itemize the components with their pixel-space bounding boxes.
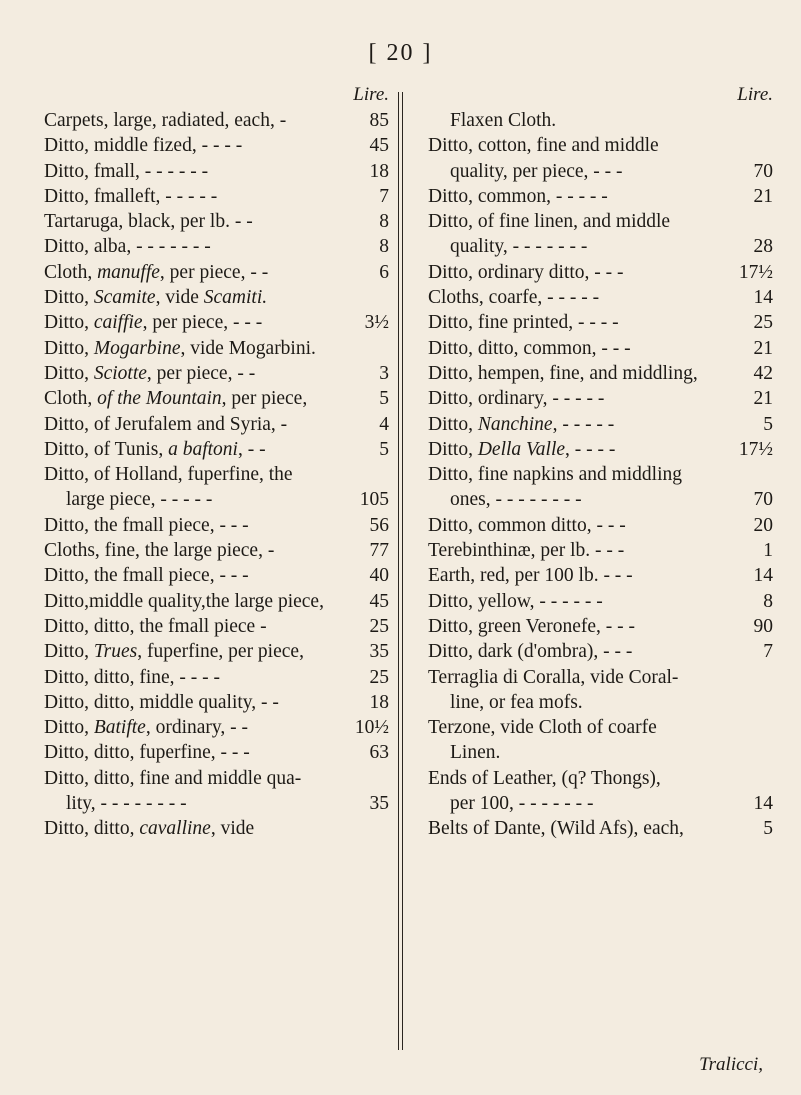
list-item	[44, 639, 389, 664]
item-price: 8	[379, 211, 389, 233]
list-item	[428, 791, 773, 816]
item-label: Ditto, ditto, fuperfine, - - -	[44, 742, 250, 764]
item-label-part: , per piece, - -	[159, 261, 269, 283]
item-label: Ditto, ordinary ditto, - - -	[428, 261, 624, 283]
item-price: 5	[379, 388, 389, 410]
list-item	[44, 260, 389, 285]
list-item	[44, 690, 389, 715]
item-price: 1	[763, 540, 773, 562]
column-divider	[398, 92, 403, 1050]
item-label: Ditto, middle fized, - - - -	[44, 135, 243, 157]
item-label-part: , per piece, - - -	[142, 312, 263, 334]
item-label: quality, per piece, - - -	[450, 160, 623, 182]
item-label-part: , ordinary, - -	[145, 717, 248, 739]
item-label-emphasis: Della Valle	[477, 438, 566, 460]
item-label-emphasis: Mogarbine	[93, 337, 181, 359]
item-label: Ditto, the fmall piece, - - -	[44, 565, 249, 587]
list-item	[428, 159, 773, 184]
list-item	[44, 715, 389, 740]
list-item	[44, 184, 389, 209]
item-price: 14	[753, 287, 773, 309]
item-price: 70	[753, 489, 773, 511]
item-label	[428, 437, 739, 462]
item-price: 45	[369, 590, 389, 612]
item-label: Cloths, coarfe, - - - - -	[428, 287, 600, 309]
item-price: 20	[753, 514, 773, 536]
item-label	[44, 386, 359, 411]
item-label-part: Ditto,	[428, 413, 478, 435]
item-label: Cloths, fine, the large piece, -	[44, 540, 275, 562]
list-item	[44, 816, 389, 841]
list-item	[428, 184, 773, 209]
item-label-part: , - - - - -	[552, 413, 615, 435]
left-entry-list	[44, 108, 389, 842]
list-item	[44, 437, 389, 462]
item-price: 5	[763, 818, 773, 840]
item-price: 14	[753, 793, 773, 815]
right-entry-list	[428, 108, 773, 842]
item-price: 105	[359, 489, 389, 511]
item-label: Ditto, cotton, fine and middle	[428, 135, 659, 157]
list-item	[428, 285, 773, 310]
item-label: Terzone, vide Cloth of coarfe	[428, 717, 657, 739]
item-label: Ditto, fmalleft, - - - - -	[44, 185, 218, 207]
list-item	[428, 361, 773, 386]
item-label-part: , fuperfine, per piece,	[137, 641, 304, 663]
list-item	[44, 563, 389, 588]
item-label-emphasis: Scamiti.	[203, 287, 268, 309]
right-column	[428, 82, 773, 842]
list-item	[44, 740, 389, 765]
item-label-part: Ditto,	[44, 362, 94, 384]
item-label: Ditto, ditto, the fmall piece -	[44, 615, 267, 637]
item-label: Ditto, green Veronefe, - - -	[428, 615, 636, 637]
item-label: Ditto, hempen, fine, and middling,	[428, 362, 698, 384]
list-item	[428, 209, 773, 234]
item-label-emphasis: manuffe	[97, 261, 160, 283]
list-item	[428, 513, 773, 538]
item-label-part: , - - - -	[565, 438, 616, 460]
item-label-part: Ditto, of Tunis,	[44, 438, 169, 460]
item-label	[44, 260, 359, 285]
item-price: 25	[753, 312, 773, 334]
item-price: 70	[753, 160, 773, 182]
page-number: [ 20 ]	[368, 40, 433, 66]
item-price: 56	[369, 514, 389, 536]
item-price: 85	[369, 110, 389, 131]
item-label: Carpets, large, radiated, each, -	[44, 110, 287, 131]
item-label: Ditto, ordinary, - - - - -	[428, 388, 605, 410]
item-price: 3	[379, 362, 389, 384]
list-item	[428, 665, 773, 690]
item-label-part: Ditto,	[44, 312, 94, 334]
item-label: Ditto, fine printed, - - - -	[428, 312, 619, 334]
item-label-emphasis: Batifte	[93, 717, 146, 739]
item-label-part: Ditto,	[44, 717, 94, 739]
item-price: 5	[379, 438, 389, 460]
item-label: per 100, - - - - - - -	[450, 793, 594, 815]
list-item	[428, 538, 773, 563]
item-label: Ditto, of Holland, fuperfine, the	[44, 464, 293, 486]
column-header: Lire.	[737, 84, 773, 105]
list-item	[44, 285, 389, 310]
list-item	[44, 336, 389, 361]
list-item	[44, 665, 389, 690]
item-label: Ditto, of Jerufalem and Syria, -	[44, 413, 288, 435]
item-label: Ditto, fmall, - - - - - -	[44, 160, 209, 182]
item-price: 21	[753, 185, 773, 207]
item-price: 6	[379, 261, 389, 283]
item-label: Ditto, ditto, common, - - -	[428, 337, 631, 359]
item-price: 5	[763, 413, 773, 435]
item-price: 63	[369, 742, 389, 764]
item-label-part: , per piece, - -	[146, 362, 256, 384]
list-item	[428, 690, 773, 715]
list-item	[44, 310, 389, 335]
item-label: Terebinthinæ, per lb. - - -	[428, 540, 625, 562]
item-label: Ditto, the fmall piece, - - -	[44, 514, 249, 536]
list-item	[428, 260, 773, 285]
item-price: 77	[369, 540, 389, 562]
item-label: Ditto, of fine linen, and middle	[428, 211, 671, 233]
item-price: 40	[369, 565, 389, 587]
item-label: Ditto, ditto, middle quality, - -	[44, 691, 279, 713]
item-price: 45	[369, 135, 389, 157]
item-label: Terraglia di Coralla, vide Coral-	[428, 666, 679, 688]
item-label: Ditto, dark (d'ombra), - - -	[428, 641, 633, 663]
list-item	[428, 589, 773, 614]
list-item	[44, 159, 389, 184]
list-item	[428, 715, 773, 740]
list-item	[428, 816, 773, 841]
item-label: lity, - - - - - - - -	[66, 793, 187, 815]
item-price: 18	[369, 160, 389, 182]
item-price: 17½	[738, 261, 773, 283]
item-price: 17½	[738, 438, 773, 460]
item-label: Ends of Leather, (q? Thongs),	[428, 767, 661, 789]
item-label-part: , vide Mogarbini.	[180, 337, 316, 359]
list-item	[44, 791, 389, 816]
item-label	[44, 816, 359, 841]
item-label: Belts of Dante, (Wild Afs), each,	[428, 818, 684, 840]
item-label-emphasis: cavalline	[139, 818, 211, 840]
list-item	[428, 766, 773, 791]
item-label: Linen.	[450, 742, 501, 764]
item-price: 8	[763, 590, 773, 612]
list-item	[44, 766, 389, 791]
list-item	[44, 209, 389, 234]
item-price: 7	[379, 185, 389, 207]
list-item	[428, 234, 773, 259]
item-label-part: Ditto,	[44, 641, 94, 663]
list-item	[44, 361, 389, 386]
item-price: 28	[753, 236, 773, 258]
item-label-emphasis: Sciotte	[93, 362, 147, 384]
item-label-emphasis: Trues	[93, 641, 138, 663]
column-header: Lire.	[353, 84, 389, 105]
item-label: line, or fea mofs.	[450, 691, 583, 713]
catchword: Tralicci,	[699, 1054, 763, 1075]
item-label: Ditto, common ditto, - - -	[428, 514, 626, 536]
item-label: Flaxen Cloth.	[450, 110, 557, 131]
item-price: 8	[379, 236, 389, 258]
item-label-part: Cloth,	[44, 388, 98, 410]
item-label: Ditto, ditto, fine and middle qua-	[44, 767, 302, 789]
item-price: 35	[369, 793, 389, 815]
item-label	[428, 412, 743, 437]
item-price: 42	[753, 362, 773, 384]
item-price: 3½	[364, 312, 389, 334]
item-label: Ditto, common, - - - - -	[428, 185, 608, 207]
item-label: ones, - - - - - - - -	[450, 489, 582, 511]
list-item	[428, 108, 773, 133]
item-label	[44, 336, 359, 361]
left-column	[44, 82, 389, 842]
item-price: 21	[753, 388, 773, 410]
item-price: 10½	[354, 717, 389, 739]
item-label-emphasis: of the Mountain	[97, 388, 222, 410]
item-label	[44, 285, 359, 310]
item-label: large piece, - - - - -	[66, 489, 213, 511]
item-label: quality, - - - - - - -	[450, 236, 588, 258]
item-label-part: Ditto,	[428, 438, 478, 460]
item-label-emphasis: caiffie	[93, 312, 143, 334]
item-label-part: Ditto, ditto,	[44, 818, 140, 840]
item-price: 90	[753, 615, 773, 637]
list-item	[428, 412, 773, 437]
item-label	[44, 639, 359, 664]
item-label-part: , vide	[210, 818, 255, 840]
item-price: 21	[753, 337, 773, 359]
item-label: Ditto, fine napkins and middling	[428, 464, 683, 486]
list-item	[428, 437, 773, 462]
item-label-emphasis: Scamite	[93, 287, 156, 309]
item-label	[44, 715, 355, 740]
list-item	[428, 310, 773, 335]
list-item	[44, 487, 389, 512]
item-label-part: Cloth,	[44, 261, 98, 283]
list-item	[44, 589, 389, 614]
list-item	[428, 740, 773, 765]
item-label: Tartaruga, black, per lb. - -	[44, 211, 253, 233]
item-label: Ditto, ditto, fine, - - - -	[44, 666, 221, 688]
item-label: Earth, red, per 100 lb. - - -	[428, 565, 633, 587]
item-price: 14	[753, 565, 773, 587]
list-item	[44, 234, 389, 259]
list-item	[428, 133, 773, 158]
item-price: 18	[369, 691, 389, 713]
list-item	[428, 639, 773, 664]
list-item	[44, 133, 389, 158]
item-price: 25	[369, 615, 389, 637]
list-item	[44, 538, 389, 563]
item-label-part: Ditto,	[44, 287, 94, 309]
item-label-emphasis: Nanchine	[477, 413, 553, 435]
item-label: Ditto,middle quality,the large piece,	[44, 590, 324, 612]
list-item	[428, 386, 773, 411]
item-label-part: , - -	[237, 438, 266, 460]
item-label: Ditto, yellow, - - - - - -	[428, 590, 603, 612]
list-item	[44, 614, 389, 639]
item-label-part: Ditto,	[44, 337, 94, 359]
list-item	[428, 487, 773, 512]
list-item	[44, 462, 389, 487]
list-item	[44, 513, 389, 538]
list-item	[428, 336, 773, 361]
item-label	[44, 361, 359, 386]
item-price: 25	[369, 666, 389, 688]
item-label: Ditto, alba, - - - - - - -	[44, 236, 211, 258]
item-price: 4	[379, 413, 389, 435]
item-label	[44, 310, 359, 335]
item-label-part: , vide	[155, 287, 204, 309]
list-item	[44, 108, 389, 133]
item-label-part: , per piece,	[221, 388, 308, 410]
list-item	[44, 412, 389, 437]
list-item	[428, 614, 773, 639]
item-price: 35	[369, 641, 389, 663]
list-item	[44, 386, 389, 411]
item-price: 7	[763, 641, 773, 663]
list-item	[428, 462, 773, 487]
item-label	[44, 437, 359, 462]
item-label-emphasis: a baftoni	[168, 438, 238, 460]
list-item	[428, 563, 773, 588]
